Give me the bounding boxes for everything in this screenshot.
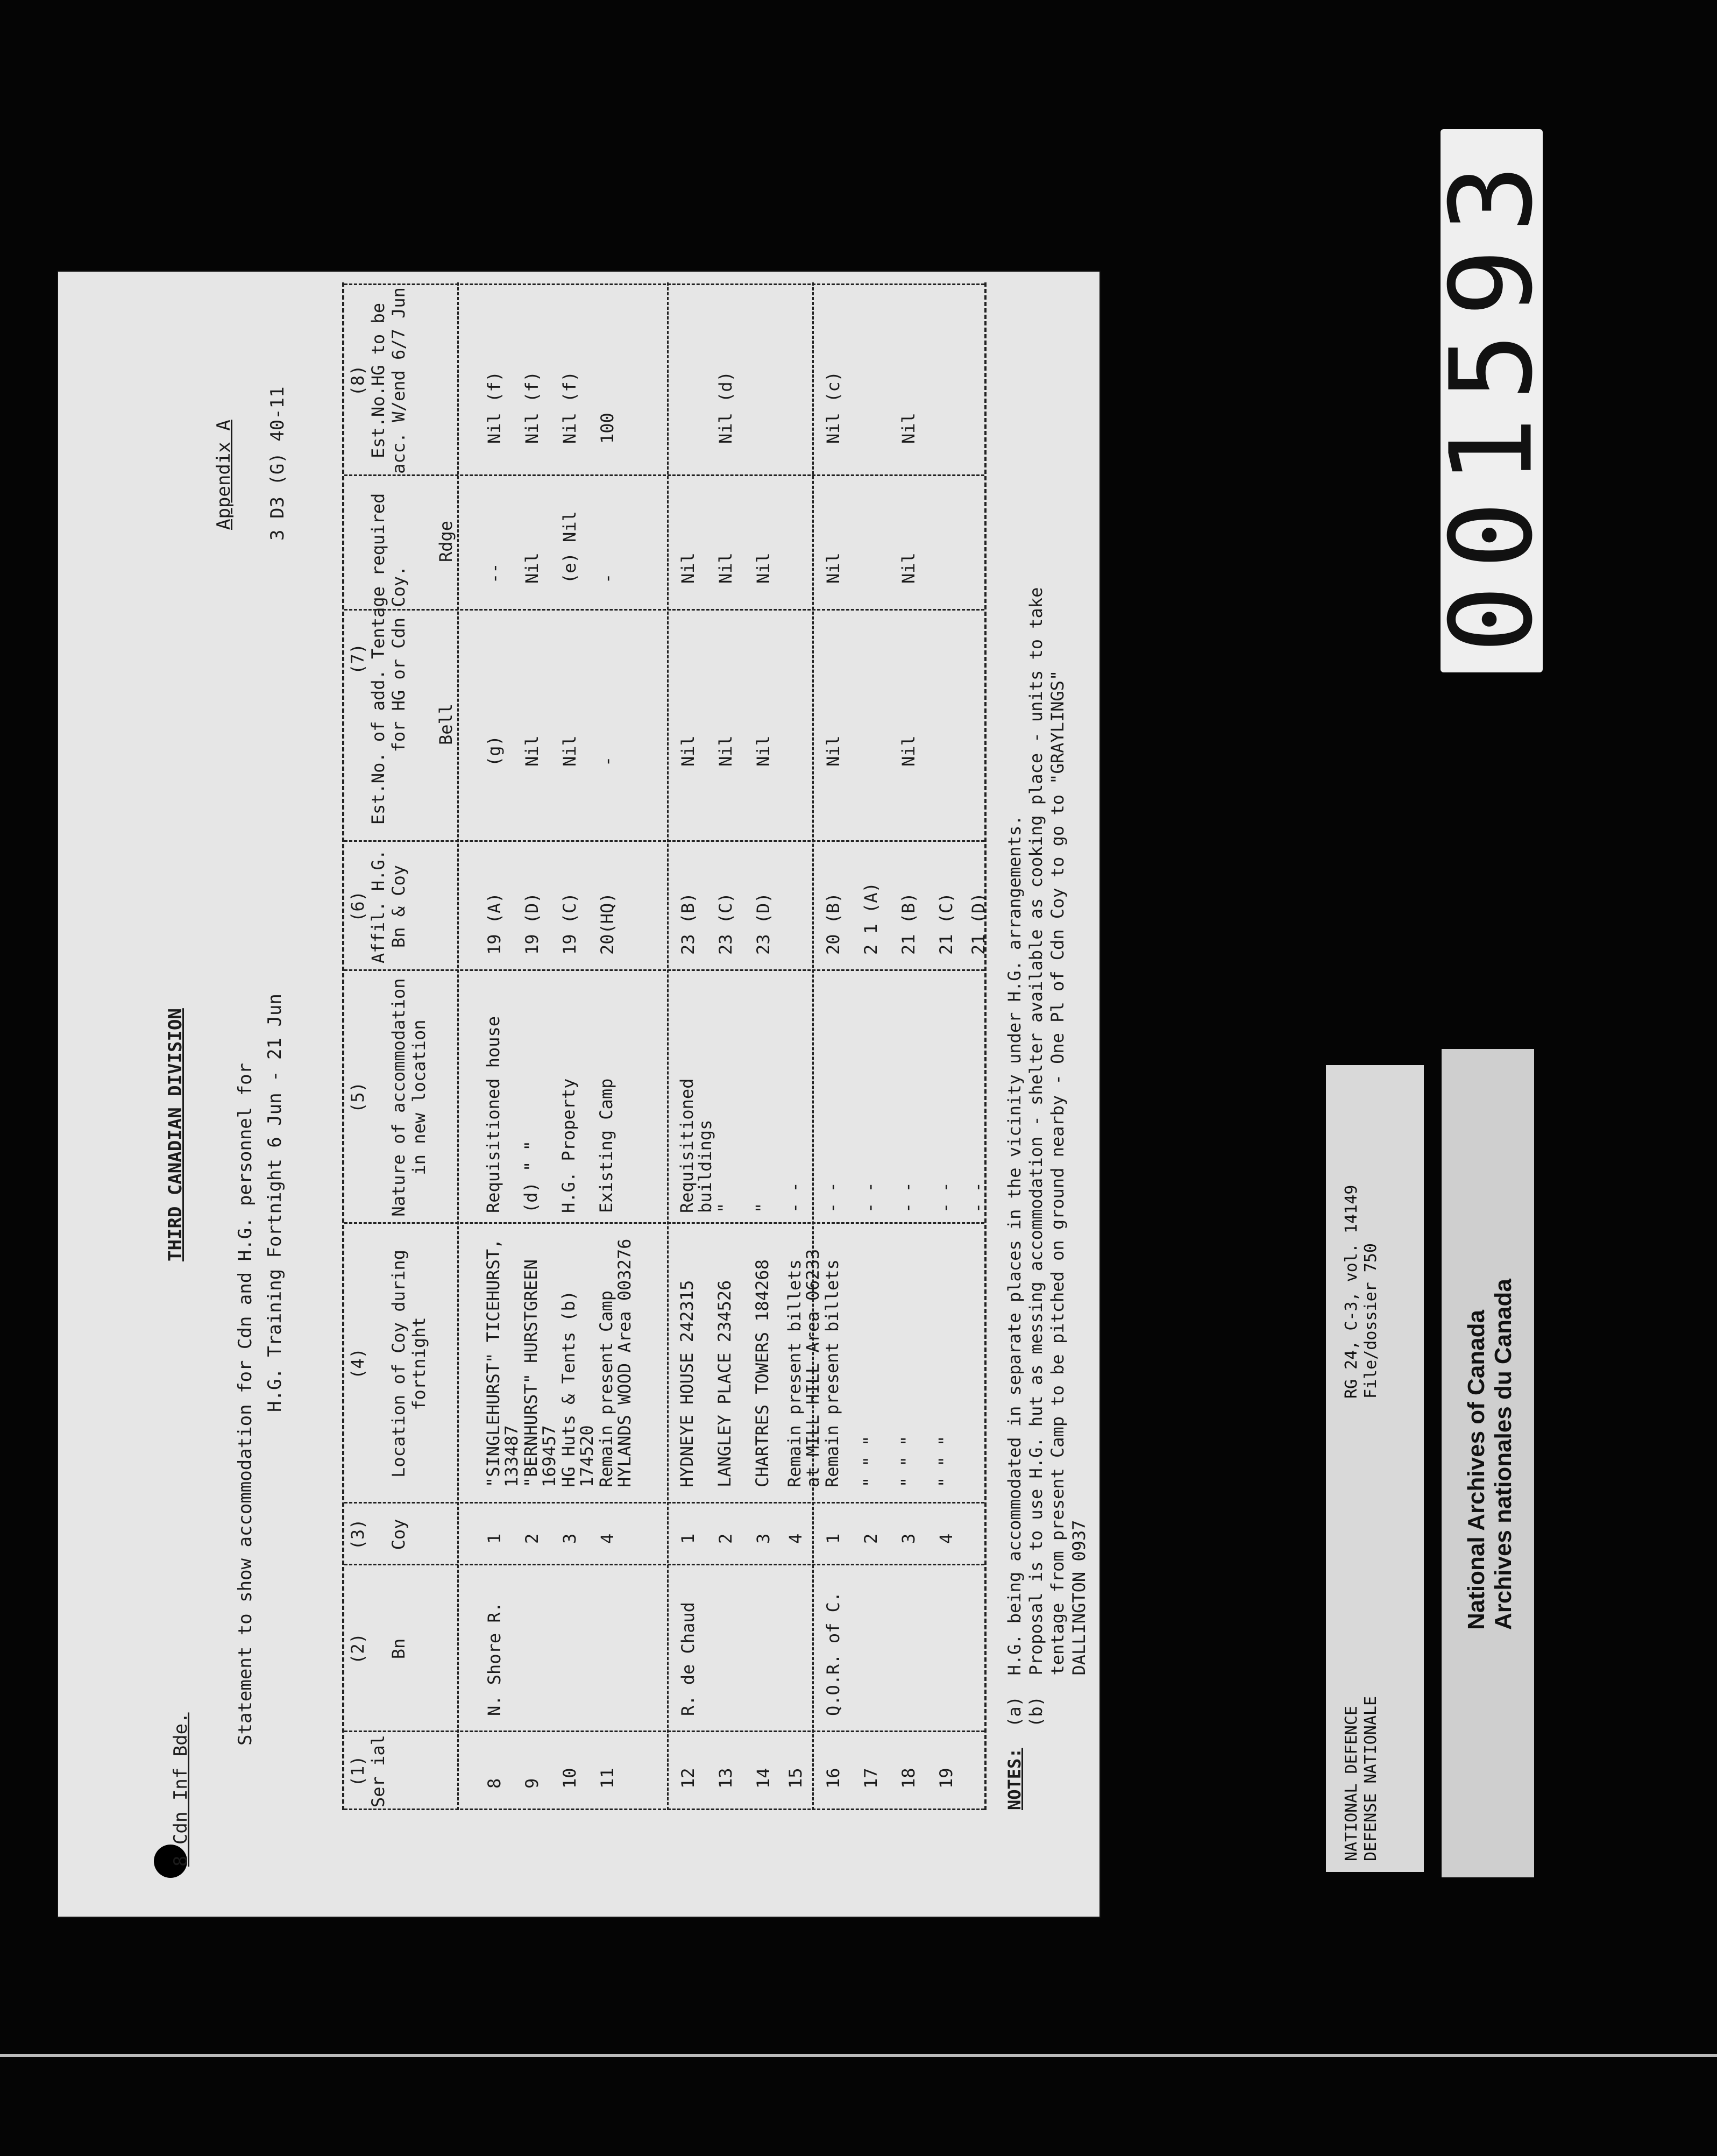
tentage-ridge-cell: -- bbox=[484, 563, 505, 584]
company-cell: 4 bbox=[597, 1533, 618, 1544]
archive-number: 001593 bbox=[1425, 148, 1558, 654]
accommodation-cell: - - bbox=[897, 1182, 918, 1213]
hg-affiliation-cell: 19 (C) bbox=[559, 892, 580, 955]
company-cell: 2 bbox=[861, 1533, 881, 1544]
notes-block bbox=[1004, 587, 1090, 1810]
column-header-8: (8) Est.No.HG to be acc. W/end 6/7 Jun bbox=[347, 287, 409, 474]
column-header-1: (1) Ser ial bbox=[347, 1735, 388, 1807]
serial-cell: 14 bbox=[753, 1768, 774, 1789]
serial-cell: 19 bbox=[936, 1768, 956, 1789]
estimate-cell: Nil (f) bbox=[484, 371, 505, 444]
hg-affiliation-cell: 19 (D) bbox=[522, 892, 542, 955]
hg-affiliation-cell: 21 (C) bbox=[936, 892, 956, 955]
company-cell: 1 bbox=[823, 1533, 843, 1544]
serial-cell: 13 bbox=[715, 1768, 736, 1789]
file-reference: 3 D3 (G) 40-11 bbox=[267, 386, 288, 541]
hg-affiliation-cell: 23 (D) bbox=[753, 892, 774, 955]
hg-affiliation-cell: 21 (B) bbox=[898, 892, 919, 955]
tentage-ridge-cell: - bbox=[597, 573, 618, 584]
estimate-cell: Nil bbox=[898, 413, 919, 444]
tentage-bell-cell: Nil bbox=[715, 735, 736, 767]
accommodation-cell: " bbox=[752, 1202, 772, 1213]
tentage-bell-cell: - bbox=[597, 756, 618, 767]
serial-cell: 12 bbox=[678, 1768, 698, 1789]
hg-affiliation-cell: 20(HQ) bbox=[597, 892, 618, 955]
document-page bbox=[57, 271, 1101, 1918]
location-cell: LANGLEY PLACE 234526 bbox=[714, 1280, 735, 1487]
battalion-cell: N. Shore R. bbox=[484, 1602, 505, 1716]
hg-affiliation-cell: 19 (A) bbox=[484, 892, 505, 955]
accommodation-table bbox=[342, 282, 987, 1810]
location-cell: " " " bbox=[935, 1435, 955, 1487]
estimate-cell: 100 bbox=[597, 413, 618, 444]
tentage-ridge-cell: Nil bbox=[823, 552, 843, 584]
archive-number-tag bbox=[1425, 129, 1558, 672]
company-cell: 4 bbox=[936, 1533, 956, 1544]
location-cell: "BERNHURST" HURSTGREEN 169457 bbox=[521, 1259, 559, 1487]
tentage-bell-cell: Nil bbox=[559, 735, 580, 767]
estimate-cell: Nil (d) bbox=[715, 371, 736, 444]
brigade-label: 8 Cdn Inf Bde. bbox=[170, 1712, 191, 1867]
location-cell: Remain present billets bbox=[822, 1259, 842, 1487]
hg-affiliation-cell: 21 (D) bbox=[968, 892, 989, 955]
note-a: (a) H.G. being accommodated in separate places in the vicinity under H.G. arrangements. bbox=[1004, 815, 1025, 1727]
tentage-bell-cell: Nil bbox=[522, 735, 542, 767]
location-cell: HG Huts & Tents (b) 174520 bbox=[558, 1290, 597, 1487]
tentage-bell-cell: Nil bbox=[898, 735, 919, 767]
serial-cell: 9 bbox=[522, 1778, 542, 1789]
tentage-bell-cell: Nil bbox=[678, 735, 698, 767]
record-group-reference: RG 24, C-3, vol. 14149 File/dossier 750 bbox=[1342, 1185, 1380, 1399]
tentage-ridge-cell: Nil bbox=[522, 552, 542, 584]
tentage-bell-cell: Nil bbox=[753, 735, 774, 767]
estimate-cell: Nil (f) bbox=[522, 371, 542, 444]
appendix-label: Appendix A bbox=[213, 420, 235, 530]
serial-cell: 18 bbox=[898, 1768, 919, 1789]
accommodation-cell: - - bbox=[935, 1182, 955, 1213]
accommodation-cell: - - bbox=[784, 1182, 805, 1213]
battalion-cell: R. de Chaud bbox=[678, 1602, 698, 1716]
hg-affiliation-cell: 23 (B) bbox=[678, 892, 698, 955]
scan-edge-line bbox=[0, 2054, 1717, 2057]
location-cell: HYDNEYE HOUSE 242315 bbox=[677, 1280, 697, 1487]
subheader-ridge: Rdge bbox=[436, 520, 456, 562]
tentage-ridge-cell: (e) Nil bbox=[559, 511, 580, 584]
location-cell: " " " bbox=[860, 1435, 880, 1487]
accommodation-cell: - - bbox=[860, 1182, 880, 1213]
estimate-cell: Nil (c) bbox=[823, 371, 843, 444]
hg-affiliation-cell: 20 (B) bbox=[823, 892, 843, 955]
tentage-ridge-cell: Nil bbox=[678, 552, 698, 584]
serial-cell: 15 bbox=[785, 1768, 806, 1789]
accommodation-cell: - - bbox=[967, 1182, 988, 1213]
serial-cell: 16 bbox=[823, 1768, 843, 1789]
accommodation-cell: (d) " " bbox=[521, 1140, 541, 1213]
note-b-cont: tentage from present Camp to be pitched on ground nearby - One Pl of Cdn Coy to go to "GRAYLINGS" bbox=[1047, 670, 1068, 1727]
note-b-cont2: DALLINGTON 0937 bbox=[1069, 1520, 1089, 1727]
column-header-7: (7) Est.No. of add. Tentage required for HG or Cdn Coy. bbox=[347, 493, 409, 825]
subheader-bell: Bell bbox=[436, 703, 456, 745]
national-archives-strip bbox=[1442, 1049, 1534, 1877]
hg-affiliation-cell: 23 (C) bbox=[715, 892, 736, 955]
company-cell: 1 bbox=[484, 1533, 505, 1544]
company-cell: 3 bbox=[898, 1533, 919, 1544]
location-cell: " " " bbox=[897, 1435, 918, 1487]
location-cell: CHARTRES TOWERS 184268 bbox=[752, 1259, 772, 1487]
note-b: (b) Proposal is to use H.G. hut as messing accommodation - shelter available as cooking place - units to take bbox=[1026, 587, 1046, 1727]
estimate-cell: Nil (f) bbox=[559, 371, 580, 444]
serial-cell: 10 bbox=[559, 1768, 580, 1789]
accommodation-cell: - - bbox=[822, 1182, 842, 1213]
tentage-bell-cell: (g) bbox=[484, 735, 505, 767]
column-header-6: (6) Affil. H.G. Bn & Coy bbox=[347, 849, 409, 963]
company-cell: 3 bbox=[753, 1533, 774, 1544]
location-cell: "SINGLEHURST" TICEHURST, 133487 bbox=[483, 1238, 522, 1487]
battalion-cell: Q.O.R. of C. bbox=[823, 1591, 843, 1716]
column-header-3: (3) Coy bbox=[347, 1519, 409, 1550]
column-header-5: (5) Nature of accommodation in new location bbox=[347, 978, 429, 1217]
statement-line-2: H.G. Training Fortnight 6 Jun - 21 Jun bbox=[264, 994, 286, 1412]
location-cell: Remain present billets at MILL HILL Area 06233 bbox=[784, 1249, 823, 1487]
column-header-2: (2) Bn bbox=[347, 1633, 409, 1664]
tentage-ridge-cell: Nil bbox=[898, 552, 919, 584]
company-cell: 3 bbox=[559, 1533, 580, 1544]
tentage-ridge-cell: Nil bbox=[715, 552, 736, 584]
company-cell: 2 bbox=[522, 1533, 542, 1544]
serial-cell: 11 bbox=[597, 1768, 618, 1789]
accommodation-cell: H.G. Property bbox=[558, 1078, 579, 1213]
tentage-bell-cell: Nil bbox=[823, 735, 843, 767]
document-title: THIRD CANADIAN DIVISION bbox=[165, 1008, 186, 1261]
hg-affiliation-cell: 2 1 (A) bbox=[861, 882, 881, 955]
department-name: NATIONAL DEFENCE DEFENSE NATIONALE bbox=[1342, 1696, 1380, 1861]
serial-cell: 17 bbox=[861, 1768, 881, 1789]
column-header-4: (4) Location of Coy during fortnight bbox=[347, 1250, 429, 1478]
archives-name: National Archives of Canada Archives nationales du Canada bbox=[1463, 1279, 1516, 1630]
accommodation-cell: Requisitioned buildings bbox=[677, 1078, 715, 1213]
accommodation-cell: " bbox=[714, 1202, 735, 1213]
company-cell: 2 bbox=[715, 1533, 736, 1544]
accommodation-cell: Requisitioned house bbox=[483, 1016, 503, 1213]
notes-label: NOTES: bbox=[1004, 1748, 1025, 1810]
company-cell: 4 bbox=[785, 1533, 806, 1544]
location-cell: Remain present Camp HYLANDS WOOD Area 003276 bbox=[596, 1238, 635, 1487]
statement-line-1: Statement to show accommodation for Cdn and H.G. personnel for bbox=[235, 1062, 256, 1746]
national-defence-label bbox=[1326, 1065, 1424, 1872]
tentage-ridge-cell: Nil bbox=[753, 552, 774, 584]
serial-cell: 8 bbox=[484, 1778, 505, 1789]
company-cell: 1 bbox=[678, 1533, 698, 1544]
document-content bbox=[57, 271, 1101, 1918]
accommodation-cell: Existing Camp bbox=[596, 1078, 616, 1213]
